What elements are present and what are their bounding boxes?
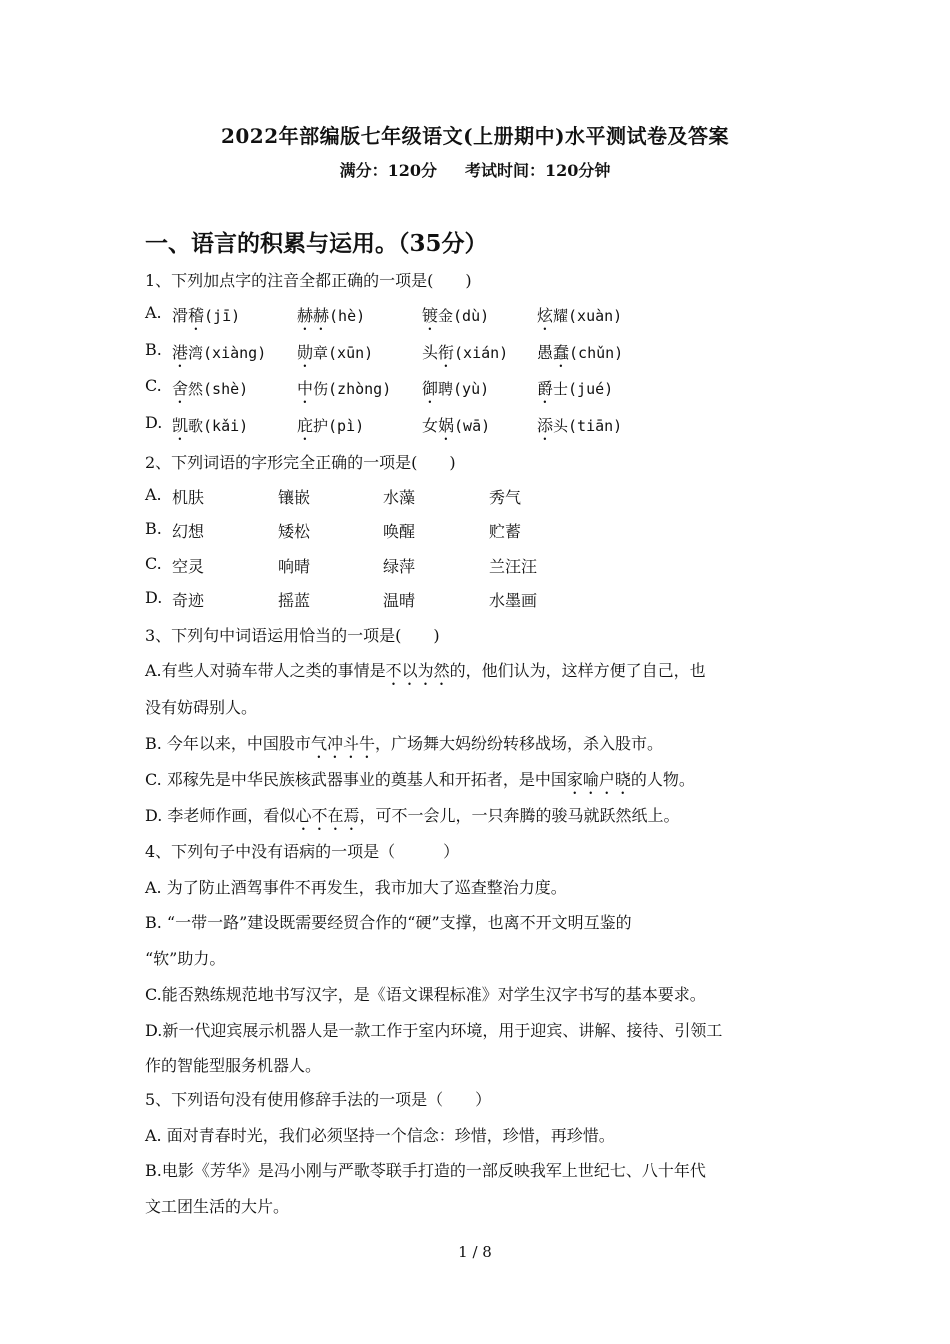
option-label: B. bbox=[145, 340, 162, 359]
question-5-stem: 5、下列语句没有使用修辞手法的一项是（ ） bbox=[145, 1090, 492, 1109]
question-3-option-a-cont: 没有妨碍别人。 bbox=[145, 698, 258, 717]
question-4-option-c: C.能否熟练规范地书写汉字，是《语文课程标准》对学生汉字书写的基本要求。 bbox=[145, 985, 706, 1004]
exam-time: 考试时间：120分钟 bbox=[465, 161, 611, 180]
question-3-option-c: C. 邓稼先是中华民族核武器事业的奠基人和开拓者，是中国家喻户晓的人物。 bbox=[145, 770, 695, 789]
question-4-option-d: D.新一代迎宾展示机器人是一款工作于室内环境，用于迎宾、讲解、接待、引领工 bbox=[145, 1021, 723, 1040]
option-item: 镀金(dù) bbox=[422, 306, 490, 325]
option-word: 摇蓝 bbox=[278, 591, 311, 610]
question-1-stem: 1、下列加点字的注音全都正确的一项是( ) bbox=[145, 271, 472, 290]
option-item: 炫耀(xuàn) bbox=[537, 306, 623, 325]
option-label: D. bbox=[145, 588, 163, 607]
question-3-option-a: A.有些人对骑车带人之类的事情是不以为然的，他们认为，这样方便了自己，也 bbox=[145, 661, 706, 680]
option-item: 愚蠢(chǔn) bbox=[537, 343, 624, 362]
option-item: 头衔(xián) bbox=[422, 343, 509, 362]
question-4-option-d-cont: 作的智能型服务机器人。 bbox=[145, 1056, 322, 1075]
option-label: A. bbox=[145, 485, 162, 504]
question-4-option-a: A. 为了防止酒驾事件不再发生，我市加大了巡查整治力度。 bbox=[145, 878, 567, 897]
option-label: C. bbox=[145, 554, 162, 573]
page-number: 1 / 8 bbox=[458, 1243, 492, 1261]
option-label: C. bbox=[145, 376, 162, 395]
question-4-stem: 4、下列句子中没有语病的一项是（ ） bbox=[145, 842, 460, 861]
question-2-stem: 2、下列词语的字形完全正确的一项是( ) bbox=[145, 453, 456, 472]
option-word: 镶嵌 bbox=[278, 488, 311, 507]
option-item: 舍然(shè) bbox=[172, 379, 249, 398]
option-word: 水藻 bbox=[383, 488, 416, 507]
exam-info bbox=[0, 158, 950, 181]
option-word: 兰汪汪 bbox=[489, 557, 538, 576]
option-label: A. bbox=[145, 303, 162, 322]
option-label: B. bbox=[145, 519, 162, 538]
option-item: 中伤(zhòng) bbox=[297, 379, 392, 398]
option-label: D. bbox=[145, 413, 163, 432]
option-word: 空灵 bbox=[172, 557, 205, 576]
option-item: 港湾(xiàng) bbox=[172, 343, 267, 362]
option-word: 温晴 bbox=[383, 591, 416, 610]
option-item: 御聘(yù) bbox=[422, 379, 490, 398]
option-word: 幻想 bbox=[172, 522, 205, 541]
question-3-option-d: D. 李老师作画，看似心不在焉，可不一会儿，一只奔腾的骏马就跃然纸上。 bbox=[145, 806, 680, 825]
option-word: 响晴 bbox=[278, 557, 311, 576]
option-word: 唤醒 bbox=[383, 522, 416, 541]
option-item: 滑稽(jī) bbox=[172, 306, 241, 325]
question-5-option-b-cont: 文工团生活的大片。 bbox=[145, 1197, 290, 1216]
option-item: 凯歌(kǎi) bbox=[172, 416, 249, 435]
question-5-option-a: A. 面对青春时光，我们必须坚持一个信念：珍惜，珍惜，再珍惜。 bbox=[145, 1126, 615, 1145]
option-word: 水墨画 bbox=[489, 591, 538, 610]
option-item: 女娲(wā) bbox=[422, 416, 491, 435]
option-word: 贮蓄 bbox=[489, 522, 522, 541]
option-word: 矮松 bbox=[278, 522, 311, 541]
question-4-option-b-cont: “软”助力。 bbox=[145, 949, 226, 968]
option-word: 奇迹 bbox=[172, 591, 205, 610]
document-title: 2022年部编版七年级语文(上册期中)水平测试卷及答案 bbox=[220, 124, 730, 148]
section-heading: 一、语言的积累与运用。（35分） bbox=[145, 230, 488, 257]
question-3-option-b: B. 今年以来，中国股市气冲斗牛，广场舞大妈纷纷转移战场，杀入股市。 bbox=[145, 734, 663, 753]
option-word: 绿萍 bbox=[383, 557, 416, 576]
question-4-option-b: B. “一带一路”建设既需要经贸合作的“硬”支撑，也离不开文明互鉴的 bbox=[145, 913, 632, 932]
option-word: 机肤 bbox=[172, 488, 205, 507]
option-item: 爵士(jué) bbox=[537, 379, 614, 398]
option-word: 秀气 bbox=[489, 488, 522, 507]
option-item: 赫赫(hè) bbox=[297, 306, 366, 325]
question-5-option-b: B.电影《芳华》是冯小刚与严歌苓联手打造的一部反映我军上世纪七、八十年代 bbox=[145, 1161, 706, 1180]
option-item: 添头(tiān) bbox=[537, 416, 623, 435]
option-item: 庇护(pì) bbox=[297, 416, 365, 435]
full-score: 满分：120分 bbox=[339, 161, 437, 180]
question-3-stem: 3、下列句中词语运用恰当的一项是( ) bbox=[145, 626, 440, 645]
option-item: 勋章(xūn) bbox=[297, 343, 374, 362]
